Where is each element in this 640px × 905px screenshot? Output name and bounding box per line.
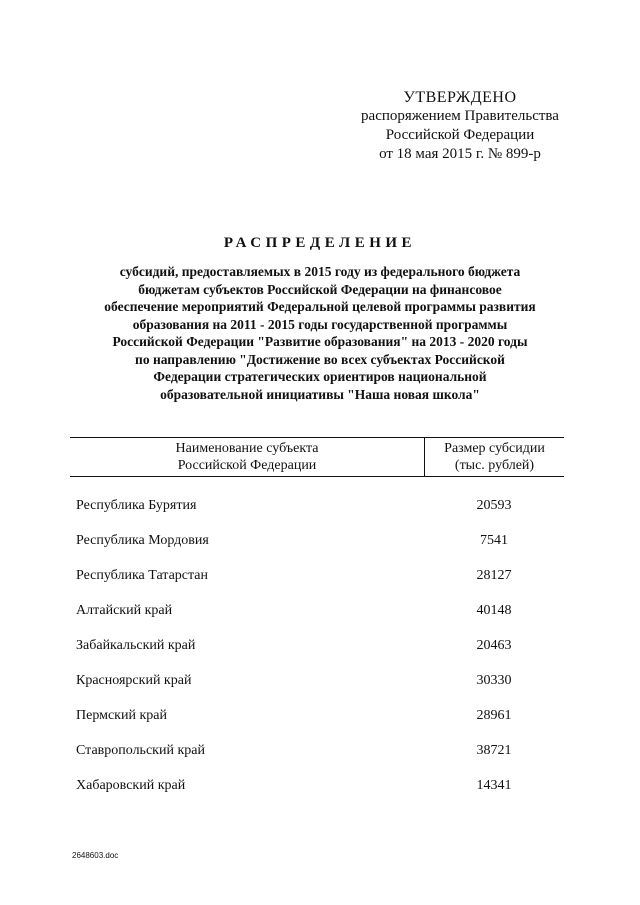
- approval-line-2: Российской Федерации: [385, 127, 535, 143]
- subsidy-amount: 28961: [476, 707, 512, 723]
- table-row: [70, 698, 564, 733]
- approval-line-1: распоряжением Правительства: [361, 108, 559, 124]
- subheading-line: по направлению "Достижение во всех субъектах Российской: [135, 351, 505, 367]
- region-name: Республика Мордовия: [76, 533, 209, 549]
- table-row: [70, 594, 564, 629]
- region-name: Хабаровский край: [76, 777, 186, 793]
- subheading-line: обеспечение мероприятий Федеральной целевой программы развития: [104, 299, 536, 314]
- table-row: [70, 733, 564, 768]
- subsidy-amount: 20463: [476, 638, 512, 653]
- subheading-line: бюджетам субъектов Российской Федерации на финансовое: [138, 281, 502, 297]
- table-row: [70, 768, 564, 803]
- region-name: Красноярский край: [76, 672, 192, 688]
- region-name: Алтайский край: [76, 603, 173, 619]
- table-body: [70, 489, 564, 803]
- subsidy-amount: 30330: [476, 672, 512, 688]
- subheading-line: Российской Федерации "Развитие образования" на 2013 - 2020 годы: [112, 334, 528, 349]
- region-name: Пермский край: [76, 707, 167, 723]
- subsidy-amount: 14341: [476, 777, 512, 793]
- region-name: Забайкальский край: [76, 638, 196, 653]
- table-row: [70, 559, 564, 594]
- subsidy-amount: 38721: [476, 742, 512, 758]
- subsidy-amount: 40148: [476, 603, 512, 619]
- approval-line-3: от 18 мая 2015 г. № 899-р: [379, 146, 541, 162]
- approval-block: [330, 88, 590, 164]
- region-name: Республика Татарстан: [76, 568, 209, 584]
- approval-title: УТВЕРЖДЕНО: [403, 89, 517, 106]
- table-header: [70, 437, 564, 477]
- table-row: [70, 629, 564, 664]
- table-row: [70, 524, 564, 559]
- header-subsidy-amount-line: (тыс. рублей): [454, 458, 535, 473]
- header-region-name-line: Наименование субъекта: [175, 441, 319, 456]
- document-subheading: [70, 263, 570, 403]
- table-row: [70, 663, 564, 698]
- subsidy-amount: 20593: [476, 498, 512, 514]
- document-footer-filename: 2648603.doc: [72, 851, 119, 860]
- table-row: [70, 489, 564, 524]
- region-name: Республика Бурятия: [76, 498, 197, 514]
- header-subsidy-amount-line: Размер субсидии: [444, 441, 545, 456]
- subsidy-amount: 7541: [480, 533, 508, 549]
- subheading-line: Федерации стратегических ориентиров национальной: [153, 369, 487, 384]
- header-region-name: [70, 438, 424, 476]
- subheading-line: субсидий, предоставляемых в 2015 году из федерального бюджета: [119, 264, 521, 279]
- subsidy-amount: 28127: [476, 568, 512, 584]
- subheading-line: образования на 2011 - 2015 годы государственной программы: [132, 316, 508, 332]
- subheading-line: образовательной инициативы "Наша новая школа": [160, 386, 480, 402]
- region-name: Ставропольский край: [76, 742, 205, 758]
- header-subsidy-amount: [424, 438, 564, 476]
- header-region-name-line: Российской Федерации: [177, 458, 317, 473]
- subsidy-table: [70, 437, 564, 803]
- document-heading: РАСПРЕДЕЛЕНИЕ: [223, 235, 417, 251]
